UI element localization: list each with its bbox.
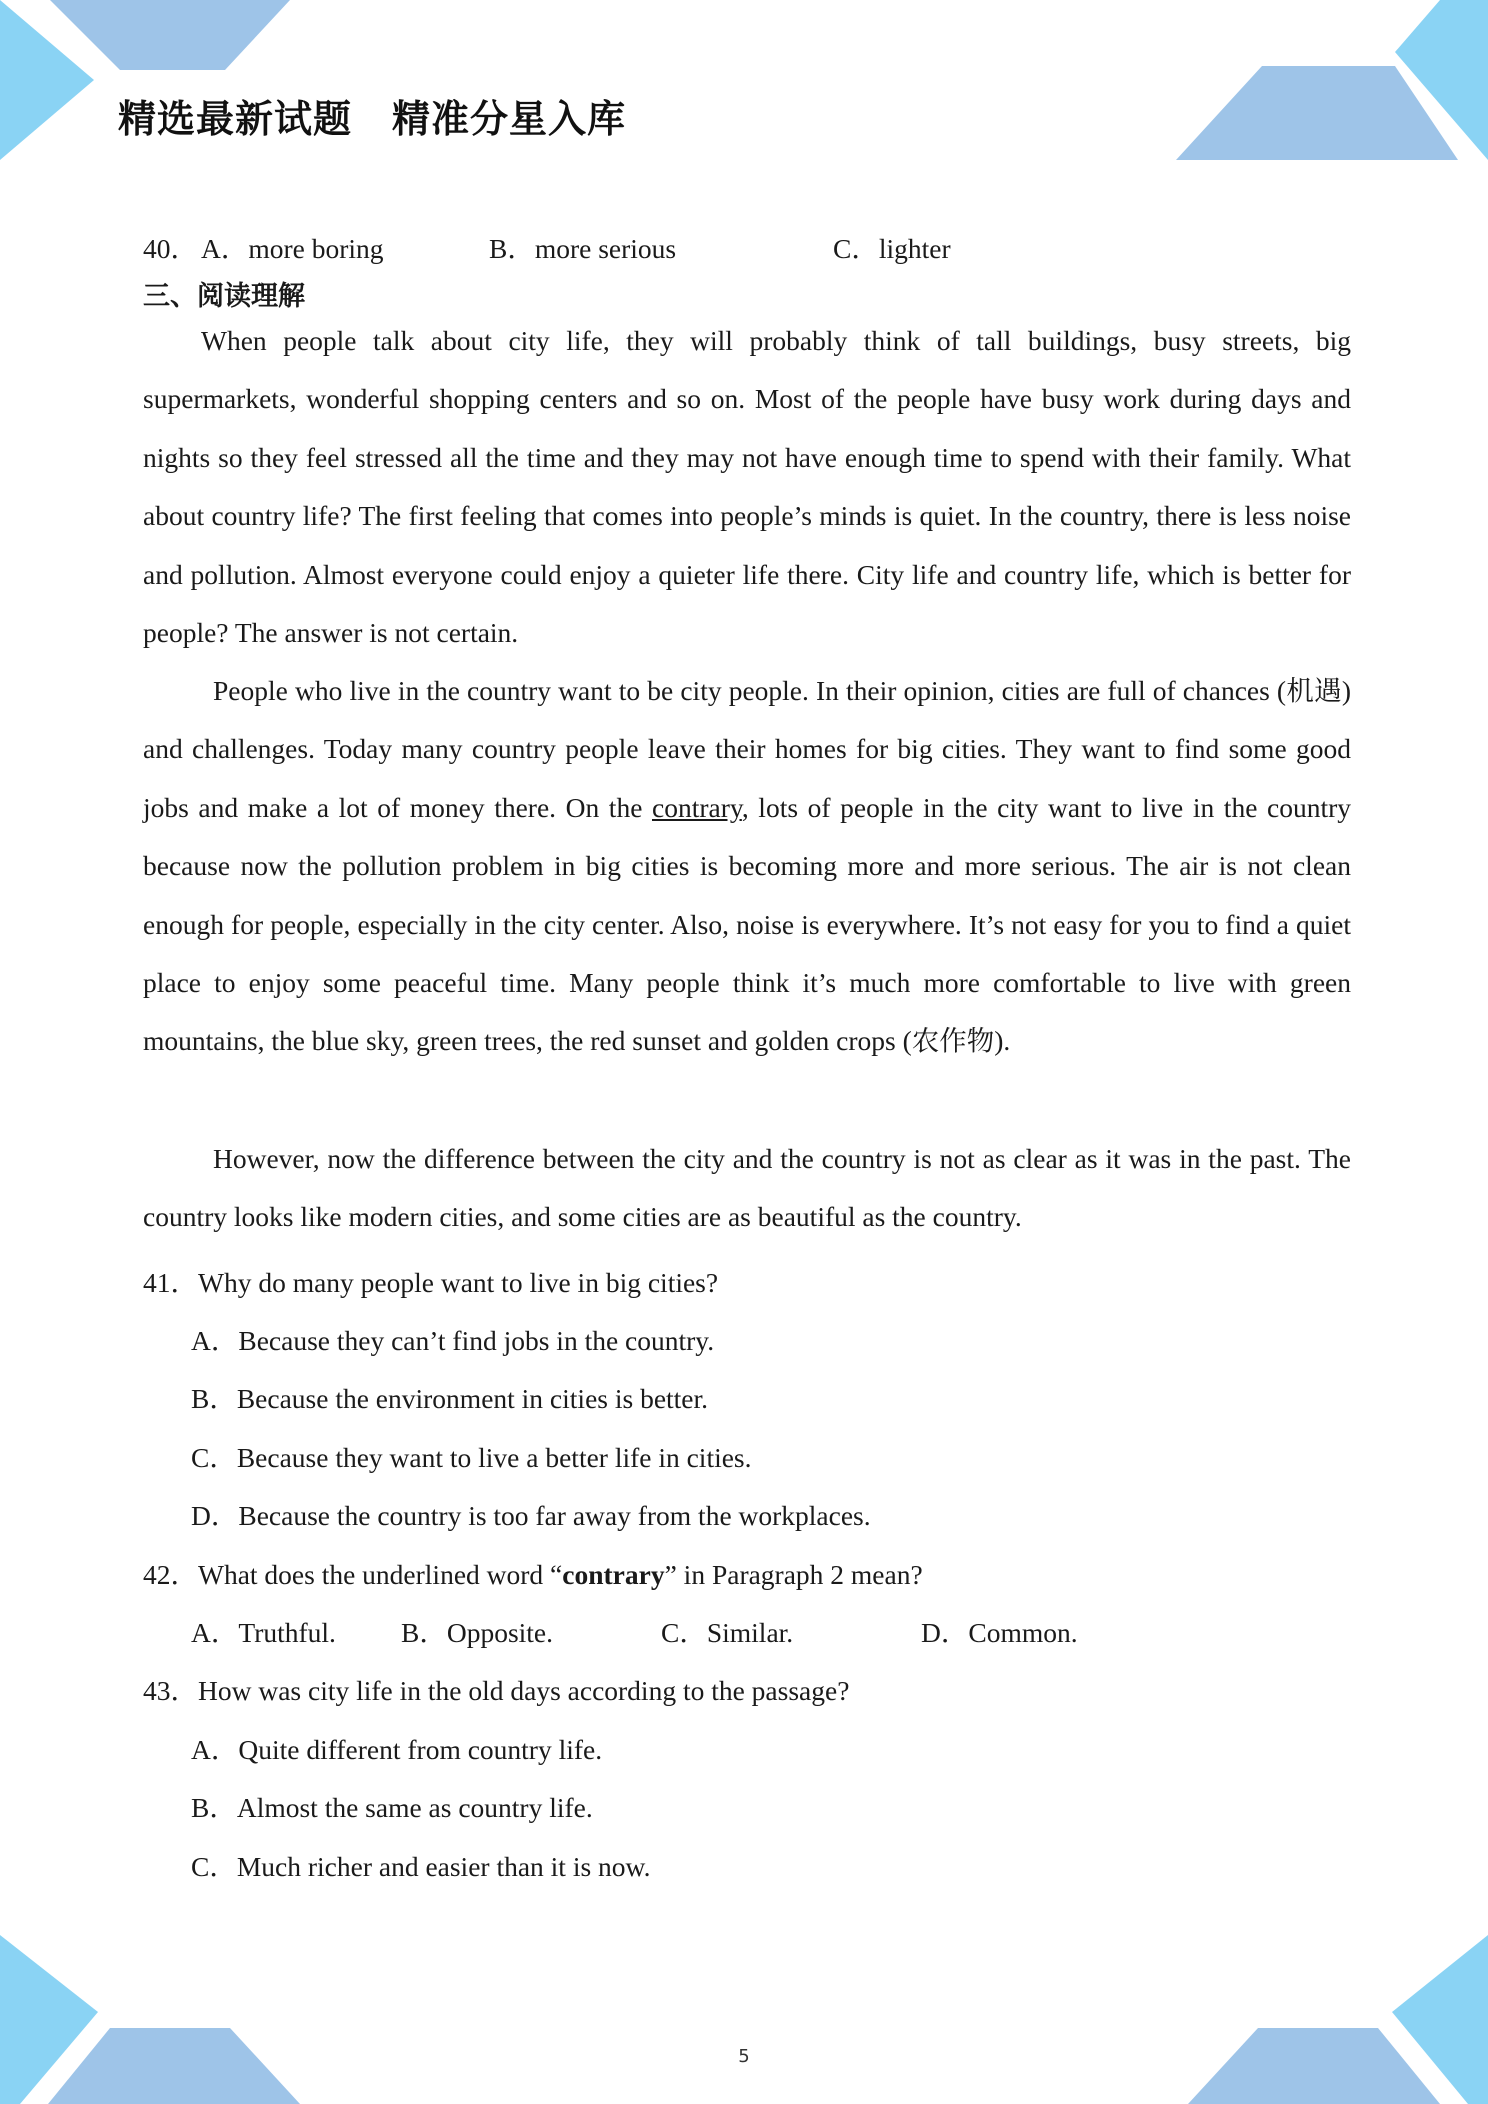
header-title-right: 精准分星入库 (392, 97, 627, 141)
q41-option-c: C．Because they want to live a better life in cities. (191, 1442, 752, 1473)
q40-option-c: C．lighter (833, 233, 951, 264)
q40-option-b: B．more serious (489, 233, 677, 264)
q43-option-a: A．Quite different from country life. (191, 1734, 603, 1765)
top-right-trapezoid (1176, 66, 1458, 160)
q41-option-a: A．Because they can’t find jobs in the country. (191, 1325, 715, 1356)
q42-stem-after: ” in Paragraph 2 mean? (664, 1559, 923, 1590)
passage-p2-before: People who live in the country want to be city people. In their opinion, cities are full of chances (机遇) and challenges. Today many country people leave their homes for big cities. They want to find some good jobs and make a lot of money there. On the (143, 675, 1351, 823)
q42-keyword: contrary (562, 1559, 665, 1590)
q40-number: 40． (143, 233, 198, 264)
q42-stem (143, 1552, 923, 1592)
q40-option-a: A．more boring (201, 233, 384, 264)
section-heading: 三、阅读理解 (143, 281, 305, 312)
passage-paragraph-2 (143, 662, 1351, 1071)
q43-stem: 43．How was city life in the old days according to the passage? (143, 1675, 850, 1706)
q43-option-c: C．Much richer and easier than it is now. (191, 1851, 651, 1882)
passage-paragraph-3: However, now the difference between the city and the country is not as clear as it was in the past. The country looks like modern cities, and some cities are as beautiful as the country. (143, 1143, 1351, 1233)
header-title (118, 88, 626, 143)
top-left-trapezoid (50, 0, 290, 70)
q41-option-b: B．Because the environment in cities is better. (191, 1383, 709, 1414)
q42-option-b: B．Opposite. (401, 1617, 554, 1648)
header-title-left: 精选最新试题 (118, 97, 353, 141)
q42-option-c: C．Similar. (661, 1617, 794, 1648)
q43-option-b: B．Almost the same as country life. (191, 1792, 593, 1823)
q41-option-d: D．Because the country is too far away from the workplaces. (191, 1500, 871, 1531)
q42-option-d: D．Common. (921, 1617, 1078, 1648)
q42-option-a: A．Truthful. (191, 1617, 336, 1648)
passage-paragraph-1: When people talk about city life, they will probably think of tall buildings, busy streets, big supermarkets, wonderful shopping centers and so on. Most of the people have busy work during days and nights so they feel stressed all the time and they may not have enough time to spend with their family. What about country life? The first feeling that comes into people’s minds is quiet. In the country, there is less noise and pollution. Almost everyone could enjoy a quieter life there. City life and country life, which is better for people? The answer is not certain. (143, 325, 1351, 649)
q42-stem-before: 42．What does the underlined word “ (143, 1559, 563, 1590)
underlined-word: contrary (652, 791, 742, 823)
page-number: 5 (738, 2046, 750, 2067)
passage-p2-after: , lots of people in the city want to live in the country because now the pollution problem in big cities is becoming more and more serious. The air is not clean enough for people, especially in the city center. Also, noise is everywhere. It’s not easy for you to find a quiet place to enjoy some peaceful time. Many people think it’s much more comfortable to live with green mountains, the blue sky, green trees, the red sunset and golden crops (农作物). (143, 791, 1351, 1057)
q41-stem: 41．Why do many people want to live in big cities? (143, 1267, 719, 1298)
